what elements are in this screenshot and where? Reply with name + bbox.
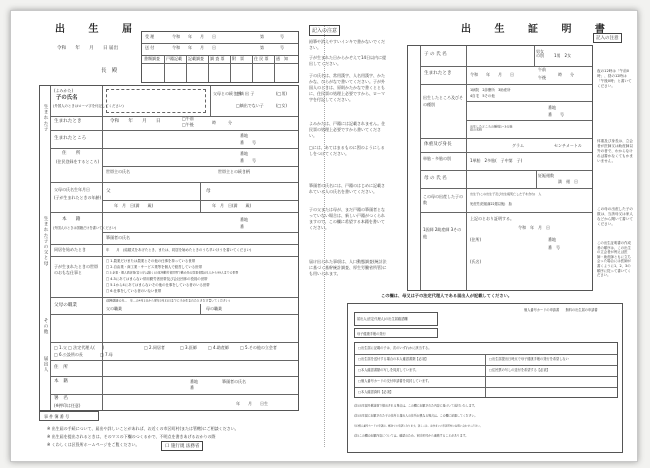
cert-single-label: 単胎・多胎の別 <box>423 156 451 161</box>
stamp-col-2: 戸籍記載 <box>166 56 182 61</box>
sub-box-2-label: 母子健康手帳の発行 <box>357 331 386 336</box>
informant-gou: 番 <box>190 385 194 390</box>
informant-banchi: 番地 <box>190 379 198 384</box>
gender-opt-male[interactable]: (□男) <box>276 91 287 96</box>
fine-print-1: (注)出生届を郵送等で提出される場合は、この欄に記載された内容に基づいて送付いたします。 <box>354 403 477 408</box>
cert-address: (住所) <box>470 237 482 242</box>
cert-weight-label: 体重及び身長 <box>424 142 452 147</box>
note-2: 子が生まれた日からかぞえて14日以内に提出してください。 <box>309 55 387 66</box>
cert-place-label: 出生したところ及びその種別 <box>423 95 463 107</box>
birth-date-value[interactable]: 令和 年 月 日 <box>110 119 161 124</box>
cert-pregnancy-value[interactable]: 満 週 日 <box>558 179 578 184</box>
receipt-date: 令和 年 月 日 <box>172 34 216 39</box>
cert-pregnancy-label: 妊娠週数 <box>538 173 554 178</box>
informant-sign-label: 署 名 <box>54 396 68 401</box>
addressee: 長 殿 <box>101 68 118 74</box>
office-use-box <box>141 31 299 83</box>
birth-am[interactable]: □午前 <box>182 116 194 121</box>
bottom-panel <box>347 303 623 453</box>
householder-label: 世帯主の氏名 <box>106 169 130 174</box>
note-5: □には、あてはまるものに図のようにしるしをつけてください。 <box>309 145 385 156</box>
cert-height-unit: センチメートル <box>554 143 582 148</box>
stamp-col-6: 住 民 票 <box>254 56 269 61</box>
right-notes-tag: 記入の注意 <box>593 33 622 43</box>
birth-time-unit: 時 分 <box>212 120 232 125</box>
send-label: 送 付 <box>145 45 155 50</box>
informant-opt-2[interactable]: □ 2.同居者 <box>144 345 165 350</box>
fine-print-4: (注)この欄の記載内容については、確認のため、市区町村から連絡することがあります。 <box>354 433 469 438</box>
cert-place-type-2[interactable]: 4自宅 5その他 <box>470 93 495 98</box>
occupation-opt-1[interactable]: □ 1.農業だけまたは農業とその他の仕事を持っている世帯 <box>106 258 196 263</box>
cert-name[interactable]: (氏名) <box>470 259 482 264</box>
sub-box-1 <box>354 312 438 326</box>
occupation-opt-5[interactable]: □ 5.1から4にあてはまらないその他の仕事をしている者のいる世帯 <box>106 282 210 287</box>
check-row-4[interactable]: □個人番号カードの交付申請書を同封しています。 <box>358 378 432 383</box>
cert-side-note-4: この出生証明書の作成者の順序は、この出生の立会者が例えば医師・助産師ともに立ち会った場合には医師が書くように1、2、3の順序に従って書いてください。 <box>597 241 631 278</box>
footnote-1: ※ 出生届の手続について、届出や詳しいことがあれば、お近くの市区町村(または管轄)にご相談ください。 <box>47 426 239 431</box>
informant-opt-1[interactable]: □ 1.父 □ 法定代理人( ) <box>54 345 105 350</box>
side-label-other: その他 <box>43 318 48 335</box>
case-number-label: 事 件 簿 番 号 <box>44 414 70 419</box>
father-label: 父 <box>106 189 111 194</box>
check-row-1[interactable]: □出生届に記載の子は、次のいずれかに該当する。 <box>358 345 432 350</box>
stamp-col-5: 附 票 <box>232 56 244 61</box>
cert-place-gou: 番 号 <box>548 112 564 117</box>
cert-place-banchi: 番地 <box>548 105 556 110</box>
birth-certificate-title: 出 生 証 明 書 <box>461 24 615 35</box>
note-1: 鉛筆や消えやすいインキで書かないでください。 <box>309 39 385 50</box>
cert-banchi: 番地 <box>548 237 556 242</box>
occupation-opt-6[interactable]: □ 6.仕事をしている者のいない世帯 <box>106 288 162 293</box>
sub-box-2 <box>354 328 438 338</box>
gender-opt-female[interactable]: (□女) <box>276 103 287 108</box>
occupation-opt-3[interactable]: □ 3.企業・個人商店等(官公庁は除く)の常用勤労者世帯で勤め先の従業者数が1人から99人までの世帯 <box>106 270 239 275</box>
birth-place-gou: 番 号 <box>240 140 256 145</box>
stamp-col-7: 通 知 <box>276 56 288 61</box>
cert-births-line-1[interactable]: 出生子(この出生子及び出生後死亡した子を含む) 人 <box>470 191 542 196</box>
occupation-opt-4[interactable]: □ 4.3にあてはまらない常用勤労者世帯及び会社団体の役員の世帯 <box>106 276 208 281</box>
relation-opt-legit[interactable]: □嫡 出 子 <box>236 91 255 96</box>
birth-place-banchi: 番地 <box>240 133 248 138</box>
check-row-5[interactable]: □本人確認資料【必須】 <box>358 389 394 394</box>
receipt-number: 第 号 <box>260 34 284 39</box>
note-4: よみかたは、戸籍には記載されません。住民票の処理上必要ですから書いてください。 <box>309 121 386 138</box>
informant-opt-7[interactable]: □ 7.母 <box>100 352 113 357</box>
send-number: 第 号 <box>260 45 284 50</box>
cert-single-opts[interactable]: 1単胎 2多胎( 子中第 子) <box>470 158 523 163</box>
address-gou: 番 号 <box>240 158 256 163</box>
cert-gou: 番 号 <box>548 245 560 250</box>
informant-opt-6[interactable]: □ 6.公設所の長 <box>54 352 83 357</box>
footnote-2: ※ 出生届を提出されるときは、そのマスの下欄のつくるかで、不明点を書きあげるおかりの際 <box>47 434 216 439</box>
child-name-input[interactable] <box>106 89 206 113</box>
side-label-parents: 生まれた子の父と母 <box>43 216 48 267</box>
cert-side-note-3: この母の出産した子の数は、当該母又は家人などから聞いて書いてください。 <box>597 207 633 226</box>
check-row-2[interactable]: □出生届を送付する場合の本人確認書類【必須】 <box>358 356 429 361</box>
cert-birth-label: 生まれたとき <box>424 71 452 76</box>
child-name-label: 子の氏名 <box>56 95 78 101</box>
informant-address-label: 住 所 <box>54 365 68 370</box>
stamp-col-3: 記載調査 <box>188 56 204 61</box>
parents-honseki-gou: 番 <box>240 224 244 229</box>
fine-print-2: (注)出生届に記載された子の住所と届出人の住所が異なる場合は、この欄に記載してください。 <box>354 413 478 418</box>
note-8: 届け出られた事項は、人口動態調査(統計法に基づく基幹統計調査、厚生労働省所管)にも用いられます。 <box>309 259 387 276</box>
mother-label: 母 <box>206 189 211 194</box>
sub-box-1-label: 届出人(法定代理人)の出生届確認欄 <box>357 316 408 321</box>
parents-honseki-sub: (外国人のときは国籍だけを書いてください) <box>53 225 117 230</box>
relation-to-head-label: 世帯主との続き柄 <box>218 169 250 174</box>
address-sub: (住民登録をするところ) <box>56 159 100 164</box>
note-7: 子の父または母が、まだ戸籍の筆頭者となっていない場合は、新しい戸籍がつくられますので、この欄に希望する本籍を書いてください。 <box>309 207 385 230</box>
cert-side-note-1: 夜の12時は「午前0時」、昼の12時は「午後0時」と書いてください。 <box>597 69 632 88</box>
address-banchi: 番地 <box>240 151 248 156</box>
informant-sign-sub: (※押印は任意) <box>54 403 81 408</box>
checklist-table <box>354 342 618 398</box>
child-name-sub: (外国人のときはローマ字を付記してください) <box>53 103 124 108</box>
father-job[interactable]: 父の職業 <box>106 306 122 311</box>
cert-child-name-label: 子 の 氏 名 <box>424 52 447 57</box>
check-right-row-1[interactable]: □出生届提出日時点で母子健康手帳の発行を希望しない <box>489 356 569 361</box>
stamp-col-4: 調 査 票 <box>210 56 225 61</box>
cert-births-line-2[interactable]: 死産児(妊娠満22週以後) 胎 <box>470 201 512 206</box>
relation-opt-nonlegit[interactable]: □嫡出でない子 <box>236 103 264 108</box>
cert-weight-unit: グラム <box>512 143 524 148</box>
cert-facility-label: 出生したところの種別1~3の施設の名称 <box>470 124 513 131</box>
side-label-informant: 届出人 <box>43 356 48 373</box>
cert-place-type-1[interactable]: 1病院 2診療所 3助産所 <box>470 87 511 92</box>
other-input[interactable] <box>56 318 292 340</box>
fine-print-3: (注)個人番号カードの申請は、郵送での申請となります。詳しくは、お住まいの市区町村にお問い合わせください。 <box>354 424 483 428</box>
cert-text: 上記のとおり証明する。 <box>470 216 514 221</box>
parents-honseki-label: 本 籍 <box>62 217 81 222</box>
footnote-3: ※ くわしくは区役所ホームページをご覧ください。 <box>47 442 140 447</box>
cert-am[interactable]: 午前 <box>538 67 546 72</box>
note-6: 筆頭者の氏名には、戸籍のはじめに記載されている人の氏名を書いてください。 <box>309 183 385 194</box>
informant-opt-4[interactable]: □ 4.助産師 <box>208 345 229 350</box>
birth-certificate-table <box>407 45 593 291</box>
send-date: 令和 年 月 日 <box>172 45 216 50</box>
parents-job-note: (国勢調査の年… 年…の4月1日から翌年3月31日までに子が生まれたときだけ書いてください) <box>106 298 230 303</box>
note-3: 子の氏名は、常用漢字、人名用漢字、かたかな、ひらがなで書いてください。子が外国人のときは、原則かたかなで書くとともに、住民票の処理上必要ですから、ローマ字を付記してください。 <box>309 73 385 102</box>
informant-honseki-label: 本 籍 <box>54 379 68 384</box>
check-row-3[interactable]: □本人確認書類の写しを同封しています。 <box>358 367 419 372</box>
birth-form-table <box>39 85 299 411</box>
birth-date-label: 生まれたとき <box>54 119 82 124</box>
birth-pm[interactable]: □午後 <box>182 122 194 127</box>
address-label: 住 所 <box>62 151 81 156</box>
cert-side-note-2: 体重及び身長は、立会者が医師又は助産師以外の者で、わからなければ書かなくてもかまいません。 <box>597 139 633 163</box>
bottom-panel-header-right: 個人番号カードの申請書 無料の出生届の申請書 <box>524 307 598 312</box>
cert-gender-value[interactable]: 1男 2女 <box>554 53 572 58</box>
cohabit-label: 同居を始めたとき <box>54 247 86 252</box>
relation-label: 父母との続き柄 <box>213 91 241 96</box>
parents-honseki-banchi: 番地 <box>240 217 248 222</box>
father-age[interactable]: 年 月 日(満 歳) <box>114 203 154 208</box>
document-sheet <box>10 10 638 462</box>
parents-job-label: 父母の職業 <box>54 303 77 308</box>
occupation-label: 子が生まれたときの世帯のおもな仕事と <box>54 264 98 275</box>
informant-head-label: 筆頭者の氏名 <box>222 379 246 384</box>
parents-name-label: 父母の氏名生年月日 <box>54 187 90 192</box>
parents-head-label: 筆頭者の氏名 <box>106 235 130 240</box>
informant-opt-3[interactable]: □ 3.医師 <box>180 345 197 350</box>
cert-pm[interactable]: 午後 <box>538 75 546 80</box>
stamp-col-1: 書類調査 <box>144 56 160 61</box>
case-number-box <box>39 411 99 421</box>
format-stamp: 口 施行規 法務省 <box>161 441 203 451</box>
cert-certifier-label: 1医師 2助産師 3その他 <box>423 227 462 239</box>
birth-place-label: 生まれたところ <box>54 136 87 141</box>
filing-date: 令和 年 月 日 届出 <box>57 46 119 51</box>
mother-age[interactable]: 年 月 日(満 歳) <box>212 203 252 208</box>
cert-birth-line[interactable]: 令和 年 月 日 <box>470 72 514 77</box>
cert-gender-label: 男女の別 <box>536 49 544 58</box>
informant-born: 年 月 日生 <box>236 401 268 406</box>
cert-time-unit: 時 分 <box>558 72 574 77</box>
notes-header: 記入の注意 <box>309 25 340 36</box>
bottom-panel-header: この欄は、母又は子の法定代理人である届出人が記載してください。 <box>381 294 513 299</box>
cert-births-label: この母の出産した子の数 <box>423 194 463 205</box>
informant-opt-5[interactable]: □ 5.その他の立会者 <box>240 345 277 350</box>
receipt-label: 受 理 <box>145 34 155 39</box>
cohabit-line[interactable]: 年 月 (結婚式をあげたとき、または、同居を始めたときのうち早いほうを書いてください) <box>106 247 252 252</box>
side-label-child: 生まれた子 <box>43 104 48 132</box>
mother-job[interactable]: 母の職業 <box>206 306 222 311</box>
birth-registration-title: 出 生 届 <box>55 24 142 35</box>
parents-name-sub: (子が生まれたときの年齢) <box>54 195 102 200</box>
cert-date[interactable]: 令和 年 月 日 <box>518 225 550 230</box>
occupation-opt-2[interactable]: □ 2.自由業・商工業・サービス業等を個人で経営している世帯 <box>106 264 202 269</box>
child-name-hint: (よみかた) <box>54 88 74 93</box>
check-right-row-2[interactable]: □住民票の写しの送付を希望する【必須】 <box>489 367 550 372</box>
cert-mother-label: 母 の 氏 名 <box>424 176 447 181</box>
